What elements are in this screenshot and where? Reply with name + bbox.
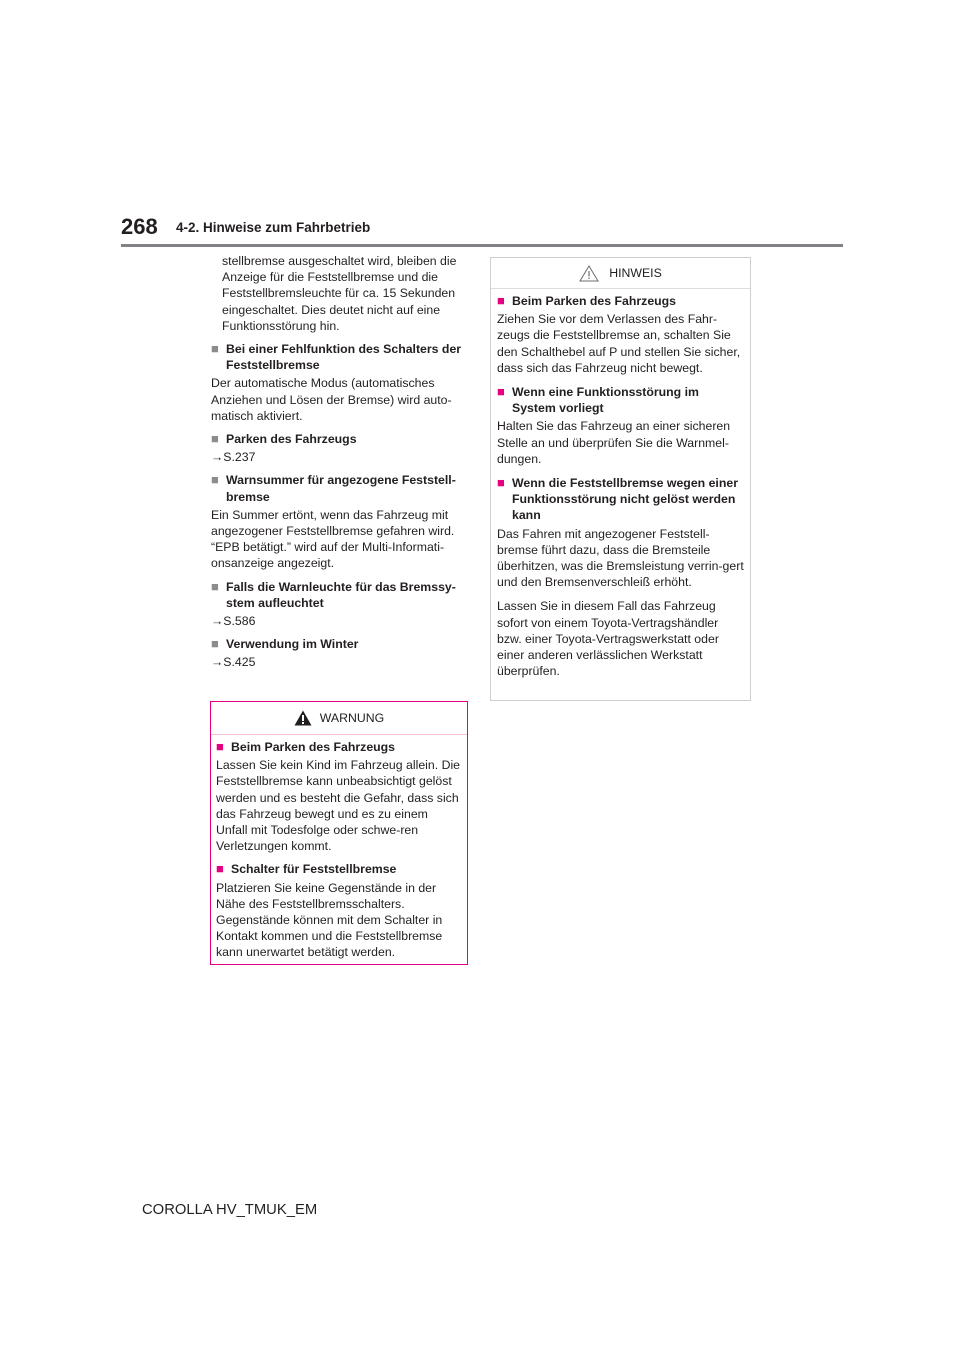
section-heading: ■ Parken des Fahrzeugs <box>211 431 357 447</box>
square-bullet-icon: ■ <box>216 739 224 754</box>
square-bullet-icon: ■ <box>211 636 219 652</box>
notice-text: Ziehen Sie vor dem Verlassen des Fahr-zeugs die Feststellbremse an, schalten Sie den Schalthebel auf P und stellen Sie sicher, dass sich das Fahrzeug nicht bewegt. <box>497 312 741 375</box>
section-title: 4-2. Hinweise zum Fahrbetrieb <box>176 220 371 235</box>
section-body: Der automatische Modus (automatisches Anziehen und Lösen der Bremse) wird auto-matisch aktiviert. <box>211 376 452 423</box>
notice-heading: ■ Wenn die Feststellbremse wegen einer Funktionsstörung nicht gelöst werden kann <box>497 475 738 523</box>
warning-text: Platzieren Sie keine Gegenstände in der Nähe des Feststellbremsschalters. Gegenstände können mit dem Schalter in Kontakt kommen und die Feststellbremse kann unerwartet betätigt werden. <box>216 880 443 960</box>
warning-triangle-icon <box>294 710 312 726</box>
square-bullet-icon: ■ <box>211 431 219 447</box>
footer-model-code: COROLLA HV_TMUK_EM <box>142 1202 318 1218</box>
section-heading: ■ Bei einer Fehlfunktion des Schalters der Feststellbremse <box>211 341 462 373</box>
notice-text: Das Fahren mit angezogener Feststell-bremse führt dazu, dass die Bremsteile überhitzen, was die Bremsleistung verrin-gert und den Bremsenverschleiß erhöht. <box>497 526 744 590</box>
notice-text: Halten Sie das Fahrzeug an einer sicheren Stelle an und überprüfen Sie die Warnmel-dungen. <box>497 419 731 466</box>
warning-heading: ■ Beim Parken des Fahrzeugs <box>216 739 396 754</box>
notice-box-body <box>491 289 750 679</box>
notice-text: Lassen Sie in diesem Fall das Fahrzeug sofort von einem Toyota-Vertragshändler bzw. einer Toyota-Vertragswerkstatt oder einer anderen verlässlichen Werkstatt überprüfen. <box>497 599 719 679</box>
warning-box-header <box>211 702 467 735</box>
warning-text: Lassen Sie kein Kind im Fahrzeug allein. Die Feststellbremse kann unbeabsichtigt gelöst werden und es besteht die Gefahr, dass sich das Fahrzeug bewegt und es zu einem Unfall mit Todesfolge oder schwe-ren Verletzungen kommt. <box>216 758 461 854</box>
warning-box <box>210 701 468 965</box>
notice-heading: ■ Beim Parken des Fahrzeugs <box>497 293 677 308</box>
square-bullet-icon: ■ <box>497 384 505 400</box>
header-rule <box>121 244 843 247</box>
warning-label: WARNUNG <box>319 711 385 725</box>
square-bullet-icon: ■ <box>216 861 224 877</box>
page-number: 268 <box>121 214 158 239</box>
square-bullet-icon: ■ <box>497 293 505 308</box>
page-reference-link[interactable]: →S.425 <box>211 655 256 670</box>
notice-box <box>490 257 751 701</box>
warning-heading: ■ Schalter für Feststellbremse <box>216 861 397 877</box>
section-heading: ■ Warnsummer für angezogene Feststell-bremse <box>211 472 456 504</box>
warning-box-body <box>211 735 467 961</box>
left-column <box>211 253 471 678</box>
caution-triangle-outline-icon <box>579 265 599 282</box>
notice-box-header <box>491 258 750 289</box>
square-bullet-icon: ■ <box>211 578 219 594</box>
section-heading: ■ Verwendung im Winter <box>211 636 359 652</box>
notice-heading: ■ Wenn eine Funktionsstörung im System vorliegt <box>497 384 699 416</box>
continued-paragraph: stellbremse ausgeschaltet wird, bleiben die Anzeige für die Feststellbremse und die Feststellbremsleuchte für ca. 15 Sekunden eingeschaltet. Dies deutet nicht auf eine Funktionsstörung hin. <box>222 254 457 333</box>
square-bullet-icon: ■ <box>211 341 219 357</box>
section-heading: ■ Falls die Warnleuchte für das Bremssy-stem aufleuchtet <box>211 578 456 610</box>
square-bullet-icon: ■ <box>497 475 505 491</box>
page-reference-link[interactable]: →S.586 <box>211 614 256 629</box>
section-body: Ein Summer ertönt, wenn das Fahrzeug mit angezogener Feststellbremse gefahren wird. “EPB betätigt.” wird auf der Multi-Informati-onsanzeige angezeigt. <box>211 507 455 571</box>
page-reference-link[interactable]: →S.237 <box>211 450 256 465</box>
notice-label: HINWEIS <box>609 266 662 280</box>
square-bullet-icon: ■ <box>211 472 219 488</box>
